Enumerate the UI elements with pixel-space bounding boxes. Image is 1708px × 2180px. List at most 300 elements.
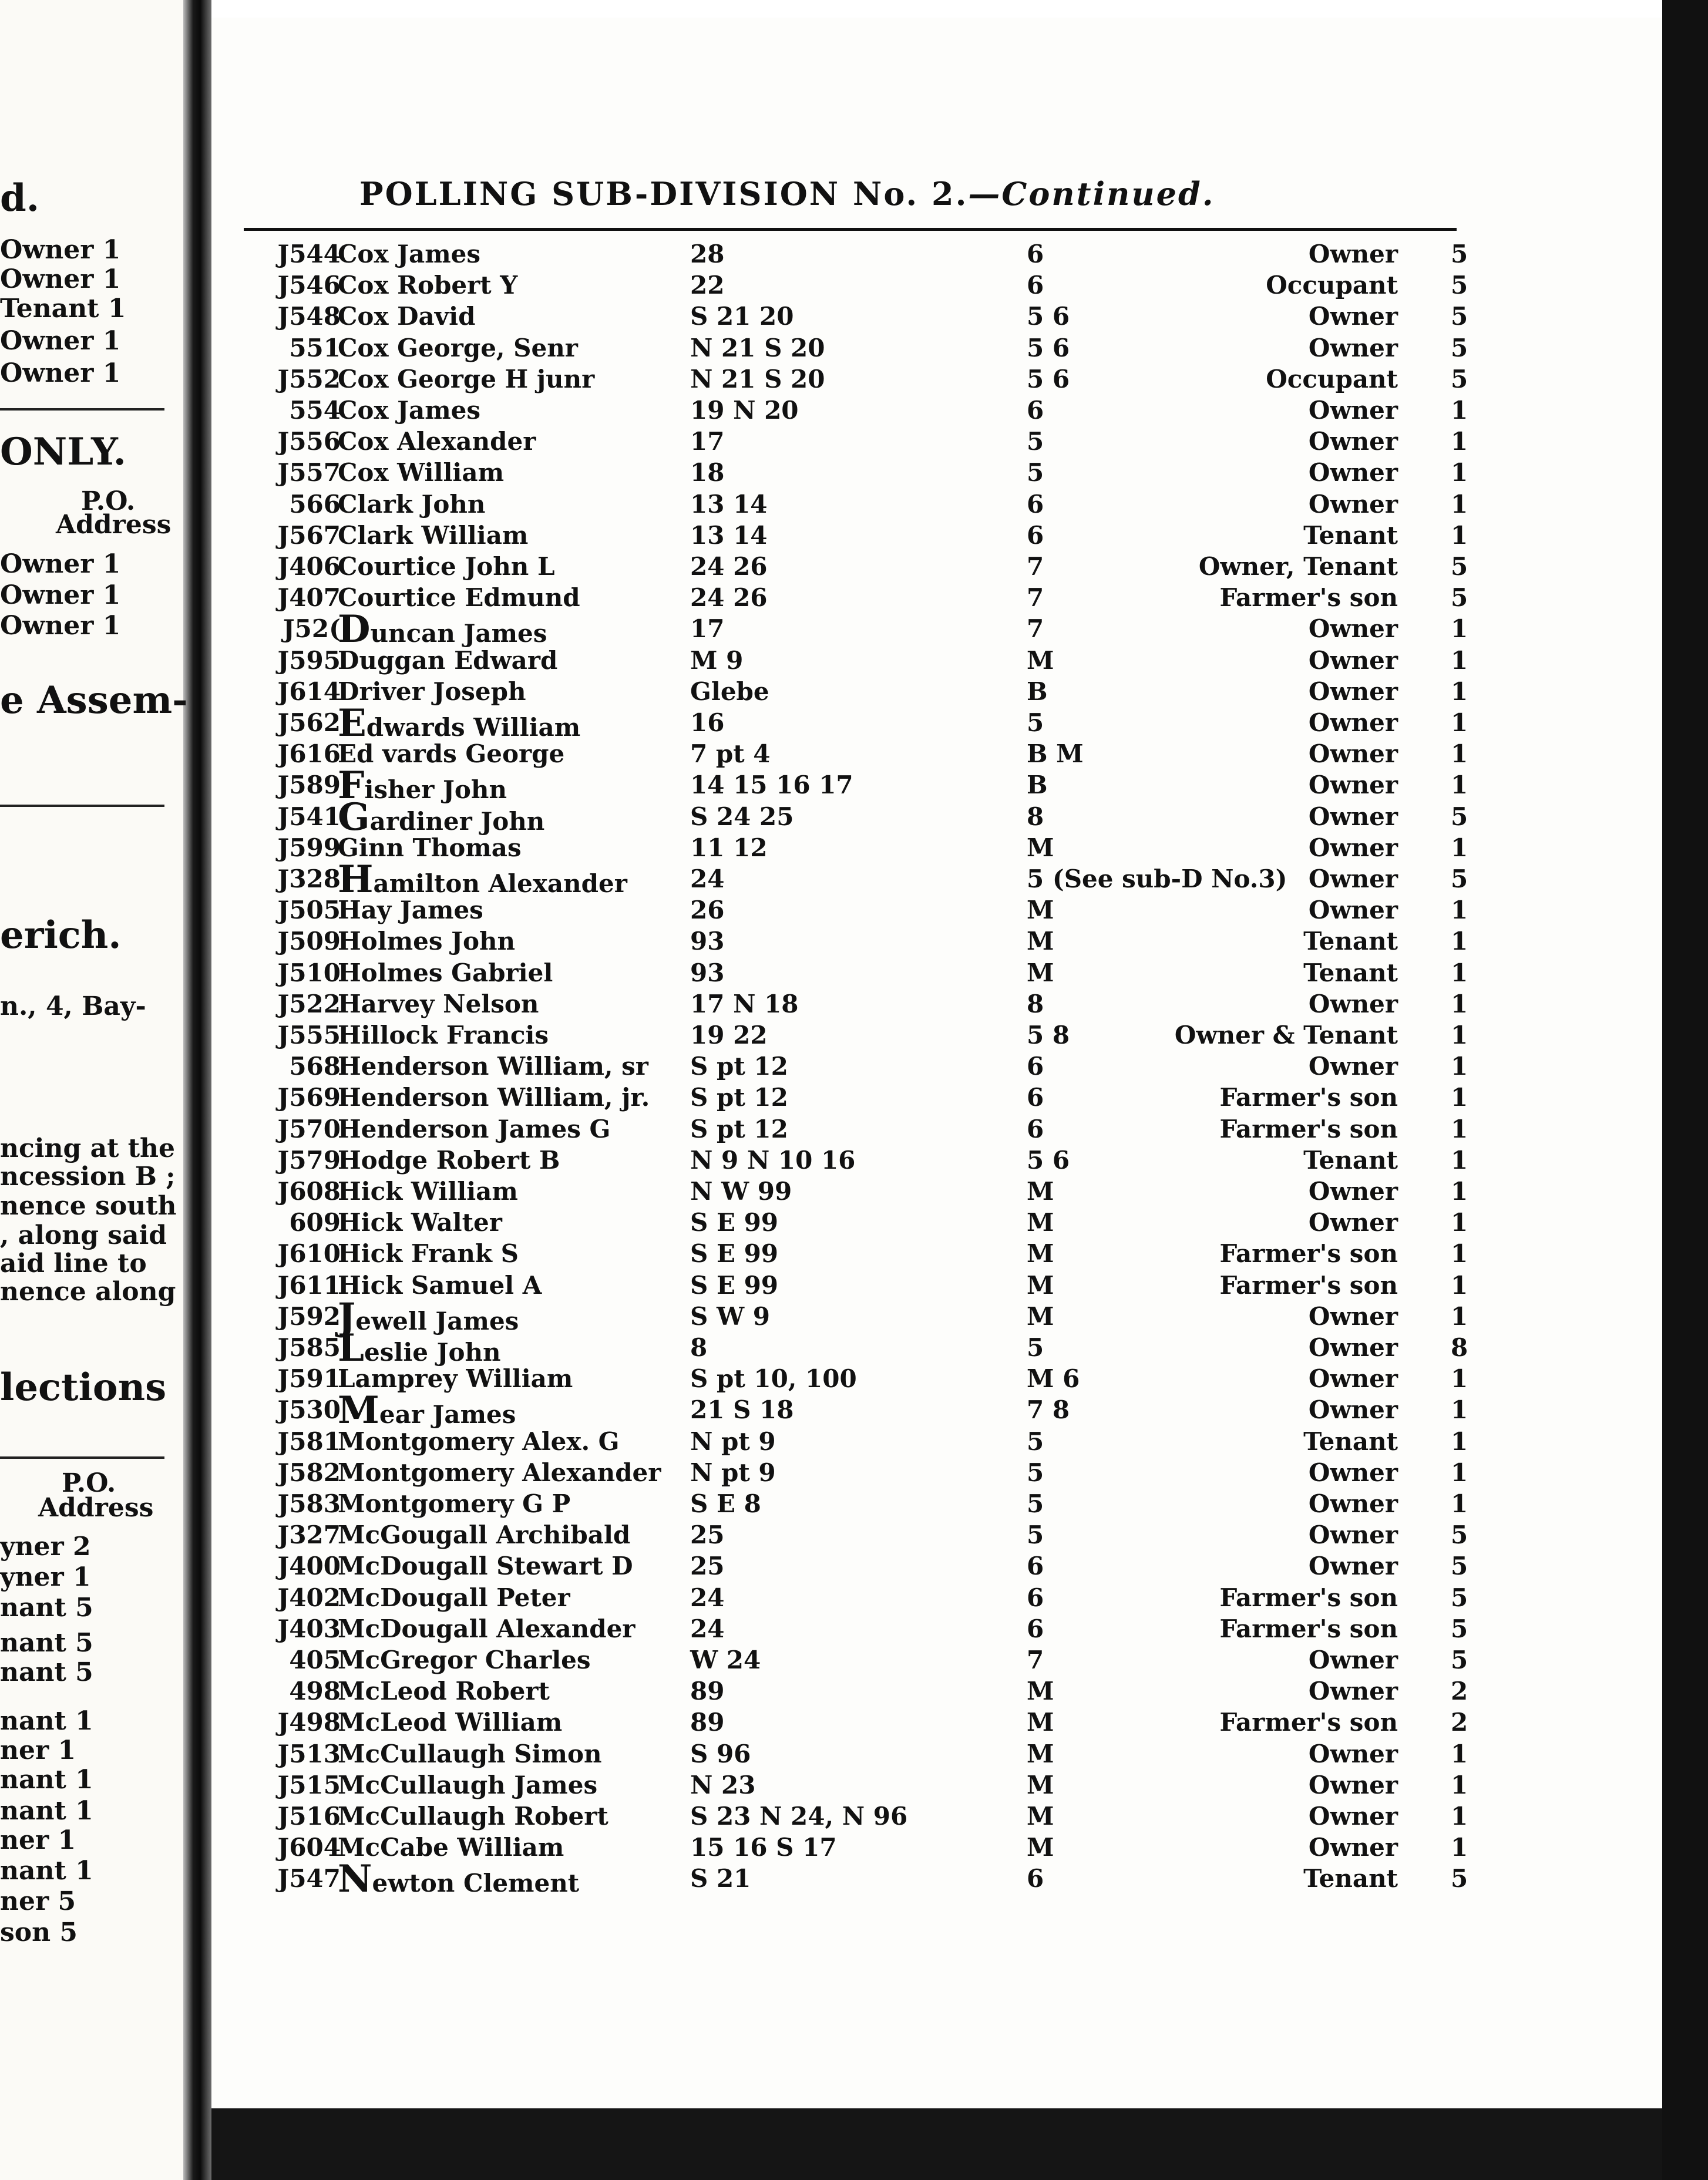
voter-name-text: ardiner John	[369, 807, 545, 836]
qualification: Farmer's son	[1219, 1239, 1398, 1268]
voter-number: J608	[277, 1177, 341, 1206]
fragment-text: e Assem-	[0, 678, 188, 722]
heading-continued: —Continued.	[968, 175, 1215, 213]
voter-name: McLeod William	[338, 1708, 563, 1737]
voter-name: McDougall Alexander	[338, 1614, 636, 1643]
voter-name: Ginn Thomas	[338, 833, 522, 862]
fragment-text: P.O.	[81, 486, 136, 516]
lot-number: 22	[690, 271, 725, 300]
concession: 7	[1027, 1646, 1044, 1674]
po-address: 1	[1451, 927, 1468, 956]
fragment-text: Tenant 1	[0, 294, 126, 324]
lot-number: 93	[690, 927, 725, 956]
qualification: Occupant	[1266, 365, 1398, 393]
lot-number: 16	[690, 708, 725, 737]
fragment-text: P.O.	[62, 1468, 116, 1498]
voter-number: J569	[277, 1083, 341, 1112]
voter-number: J403	[277, 1614, 341, 1643]
scan-border-right	[1662, 0, 1708, 2180]
voter-name: Cox James	[338, 396, 480, 425]
concession: 6	[1027, 1614, 1044, 1643]
voter-number: J583	[277, 1489, 341, 1518]
lot-number: 24	[690, 864, 725, 893]
voter-number: 551	[289, 334, 341, 362]
voter-name: Hodge Robert B	[338, 1146, 560, 1175]
fragment-text: Owner 1	[0, 264, 121, 294]
voter-name	[338, 701, 580, 745]
voter-number: J328	[277, 864, 341, 893]
fragment-text: nant 1	[0, 1796, 93, 1826]
concession: 6	[1027, 521, 1044, 550]
concession: 5 6	[1027, 365, 1070, 393]
lot-number: S E 99	[690, 1208, 779, 1237]
voter-name: McDougall Peter	[338, 1583, 570, 1612]
lot-number: 13 14	[690, 490, 768, 519]
lot-number: N 21 S 20	[690, 365, 825, 393]
fragment-text: ncing at the	[0, 1133, 176, 1163]
scan-border-bottom	[211, 2108, 1662, 2180]
concession: 7 8	[1027, 1395, 1070, 1424]
voter-number: J544	[277, 240, 341, 268]
fragment-rule	[0, 805, 164, 807]
qualification: Owner	[1308, 864, 1398, 893]
po-address: 5	[1451, 334, 1468, 362]
fragment-text: nence along	[0, 1277, 176, 1307]
lot-number: 13 14	[690, 521, 768, 550]
po-address: 1	[1451, 427, 1468, 456]
section-initial: J	[338, 1295, 356, 1339]
concession: 5	[1027, 427, 1044, 456]
lot-number: 24	[690, 1614, 725, 1643]
voter-number: 566	[289, 490, 341, 519]
voter-name: McGregor Charles	[338, 1646, 591, 1674]
voter-name: Montgomery G P	[338, 1489, 571, 1518]
concession: 8	[1027, 990, 1044, 1018]
voter-number: J567	[277, 521, 341, 550]
voter-name: McDougall Stewart D	[338, 1552, 633, 1580]
concession: 6	[1027, 490, 1044, 519]
voter-number: J510	[277, 958, 341, 987]
voter-number: J599	[277, 833, 341, 862]
po-address: 5	[1451, 365, 1468, 393]
voter-number: J604	[277, 1833, 341, 1862]
lot-number: 8	[690, 1333, 708, 1362]
voter-number: 498	[289, 1677, 341, 1705]
concession: M	[1027, 1208, 1054, 1237]
concession: 6	[1027, 1583, 1044, 1612]
voter-number: J579	[277, 1146, 341, 1175]
concession: 5	[1027, 1458, 1044, 1487]
section-initial: G	[338, 795, 370, 839]
voter-name: Clark John	[338, 490, 486, 519]
qualification: Owner	[1308, 1520, 1398, 1549]
po-address: 1	[1451, 1239, 1468, 1268]
qualification: Owner	[1308, 1833, 1398, 1862]
po-address: 1	[1451, 1052, 1468, 1081]
voter-number: J400	[277, 1552, 341, 1580]
concession: 5	[1027, 1333, 1044, 1362]
po-address: 1	[1451, 990, 1468, 1018]
qualification: Owner	[1308, 1802, 1398, 1831]
concession: M	[1027, 646, 1054, 675]
fragment-text: Owner 1	[0, 235, 121, 265]
lot-number: 17	[690, 614, 725, 643]
lot-number: S E 99	[690, 1239, 779, 1268]
concession: 6	[1027, 1083, 1044, 1112]
concession: M	[1027, 896, 1054, 924]
concession: 5 6	[1027, 1146, 1070, 1175]
po-address: 1	[1451, 1271, 1468, 1300]
voter-number: J515	[277, 1771, 341, 1799]
lot-number: S 21 20	[690, 302, 794, 331]
voter-name: Hick Walter	[338, 1208, 502, 1237]
qualification: Owner	[1308, 896, 1398, 924]
concession: 6	[1027, 240, 1044, 268]
po-address: 5	[1451, 552, 1468, 581]
fragment-text: ner 5	[0, 1886, 76, 1916]
po-address: 1	[1451, 1489, 1468, 1518]
voter-name: Cox William	[338, 458, 505, 487]
po-address: 5	[1451, 1864, 1468, 1893]
voter-name: McGougall Archibald	[338, 1520, 631, 1549]
voter-name: Duggan Edward	[338, 646, 558, 675]
lot-number: S 24 25	[690, 802, 794, 831]
voter-number: J327	[277, 1520, 341, 1549]
voter-name: Courtice John L	[338, 552, 555, 581]
voter-name: Lamprey William	[338, 1364, 573, 1393]
fragment-text: son 5	[0, 1917, 78, 1947]
concession: 5 (See sub-D No.3)	[1027, 864, 1287, 893]
fragment-text: Owner 1	[0, 580, 121, 610]
voter-name-text: amilton Alexander	[373, 869, 627, 898]
voter-name: McCabe William	[338, 1833, 564, 1862]
page-heading	[359, 175, 1215, 213]
voter-number: J555	[277, 1021, 341, 1049]
voter-number: J530	[277, 1395, 341, 1424]
qualification: Owner	[1308, 1364, 1398, 1393]
voter-name-text: ewton Clement	[372, 1869, 580, 1898]
voter-name: Hick Frank S	[338, 1239, 519, 1268]
lot-number: 93	[690, 958, 725, 987]
voter-number: J505	[277, 896, 341, 924]
po-address: 1	[1451, 1395, 1468, 1424]
fragment-text: Owner 1	[0, 326, 121, 356]
section-initial: H	[338, 857, 374, 901]
voter-name-text: uncan James	[370, 619, 547, 648]
lot-number: N pt 9	[690, 1458, 776, 1487]
lot-number: S 23 N 24, N 96	[690, 1802, 908, 1831]
voter-name-text: ear James	[379, 1400, 516, 1429]
qualification: Owner	[1308, 490, 1398, 519]
qualification: Owner	[1308, 802, 1398, 831]
voter-number: J548	[277, 302, 341, 331]
lot-number: 19 22	[690, 1021, 768, 1049]
voter-number: 568	[289, 1052, 341, 1081]
voter-name-text: isher John	[364, 775, 507, 804]
concession: M	[1027, 1677, 1054, 1705]
fragment-text: d.	[0, 176, 40, 220]
qualification: Owner	[1308, 1333, 1398, 1362]
concession: 5	[1027, 1520, 1044, 1549]
concession: B	[1027, 677, 1048, 706]
lot-number: 21 S 18	[690, 1395, 794, 1424]
concession: M 6	[1027, 1364, 1080, 1393]
fragment-rule	[0, 408, 164, 411]
section-initial: D	[338, 607, 371, 651]
fragment-text: Address	[56, 510, 172, 540]
po-address: 1	[1451, 833, 1468, 862]
voter-name: McCullaugh Robert	[338, 1802, 608, 1831]
voter-number: J407	[277, 583, 341, 612]
voter-number: J610	[277, 1239, 341, 1268]
voter-name	[338, 795, 544, 839]
concession: 7	[1027, 583, 1044, 612]
concession: 6	[1027, 271, 1044, 300]
concession: M	[1027, 1771, 1054, 1799]
fragment-text: Owner 1	[0, 611, 121, 641]
po-address: 1	[1451, 1458, 1468, 1487]
lot-number: 15 16 S 17	[690, 1833, 837, 1862]
lot-number: S pt 12	[690, 1115, 788, 1143]
qualification: Owner	[1308, 1489, 1398, 1518]
voter-number: J611	[277, 1271, 341, 1300]
po-address: 5	[1451, 240, 1468, 268]
qualification: Owner	[1308, 1458, 1398, 1487]
voter-name: McCullaugh Simon	[338, 1740, 602, 1768]
heading-title: POLLING SUB-DIVISION No. 2.	[359, 175, 969, 213]
voter-number: J516	[277, 1802, 341, 1831]
section-initial: F	[338, 763, 365, 808]
qualification: Owner	[1308, 1395, 1398, 1424]
concession: 6	[1027, 1115, 1044, 1143]
lot-number: N 9 N 10 16	[690, 1146, 856, 1175]
lot-number: S 96	[690, 1740, 751, 1768]
qualification: Farmer's son	[1219, 1583, 1398, 1612]
lot-number: N 21 S 20	[690, 334, 825, 362]
voter-name: Hick Samuel A	[338, 1271, 542, 1300]
lot-number: M 9	[690, 646, 744, 675]
voter-number: 609	[289, 1208, 341, 1237]
concession: M	[1027, 1740, 1054, 1768]
voter-name: Ed vards George	[338, 739, 565, 768]
po-address: 1	[1451, 739, 1468, 768]
po-address: 1	[1451, 708, 1468, 737]
concession: 5 8	[1027, 1021, 1070, 1049]
lot-number: 25	[690, 1552, 725, 1580]
po-address: 1	[1451, 1302, 1468, 1331]
fragment-text: nant 5	[0, 1657, 93, 1687]
lot-number: S 21	[690, 1864, 751, 1893]
voter-name: Holmes Gabriel	[338, 958, 553, 987]
voter-name: Montgomery Alexander	[338, 1458, 661, 1487]
qualification: Tenant	[1303, 958, 1398, 987]
qualification: Owner	[1308, 771, 1398, 799]
qualification: Occupant	[1266, 271, 1398, 300]
voter-name: Hillock Francis	[338, 1021, 549, 1049]
voter-name: Henderson William, jr.	[338, 1083, 650, 1112]
voter-name: Henderson James G	[338, 1115, 611, 1143]
qualification: Owner	[1308, 1677, 1398, 1705]
lot-number: N W 99	[690, 1177, 792, 1206]
fragment-text: nence south	[0, 1191, 177, 1221]
po-address: 1	[1451, 1364, 1468, 1393]
voter-number: J592	[277, 1302, 341, 1331]
qualification: Owner	[1308, 302, 1398, 331]
voter-name	[338, 1388, 516, 1432]
po-address: 1	[1451, 458, 1468, 487]
concession: M	[1027, 1177, 1054, 1206]
fragment-text: yner 1	[0, 1562, 91, 1592]
po-address: 5	[1451, 864, 1468, 893]
lot-number: S pt 10, 100	[690, 1364, 857, 1393]
concession: M	[1027, 958, 1054, 987]
fragment-text: nant 5	[0, 1593, 93, 1623]
po-address: 1	[1451, 490, 1468, 519]
po-address: 2	[1451, 1677, 1468, 1705]
lot-number: 26	[690, 896, 725, 924]
concession: M	[1027, 1833, 1054, 1862]
po-address: 5	[1451, 1646, 1468, 1674]
po-address: 1	[1451, 521, 1468, 550]
qualification: Tenant	[1303, 1864, 1398, 1893]
fragment-text: Owner 1	[0, 358, 121, 388]
fragment-text: ner 1	[0, 1825, 76, 1855]
lot-number: 24 26	[690, 552, 768, 581]
fragment-text: Address	[38, 1493, 154, 1523]
po-address: 1	[1451, 1427, 1468, 1456]
voter-name: Driver Joseph	[338, 677, 526, 706]
section-initial: N	[338, 1857, 372, 1901]
fragment-text: nant 1	[0, 1856, 93, 1886]
po-address: 5	[1451, 802, 1468, 831]
lot-number: S W 9	[690, 1302, 770, 1331]
po-address: 5	[1451, 271, 1468, 300]
qualification: Owner	[1308, 614, 1398, 643]
po-address: 5	[1451, 1583, 1468, 1612]
book-gutter	[183, 0, 211, 2180]
qualification: Owner	[1308, 1552, 1398, 1580]
po-address: 5	[1451, 1614, 1468, 1643]
qualification: Farmer's son	[1219, 1115, 1398, 1143]
po-address: 1	[1451, 958, 1468, 987]
qualification: Owner	[1308, 1740, 1398, 1768]
voter-number: J52(	[283, 614, 341, 643]
qualification: Owner	[1308, 646, 1398, 675]
po-address: 1	[1451, 1177, 1468, 1206]
po-address: 1	[1451, 1740, 1468, 1768]
qualification: Farmer's son	[1219, 1271, 1398, 1300]
fragment-text: nant 1	[0, 1706, 93, 1736]
concession: M	[1027, 1302, 1054, 1331]
qualification: Farmer's son	[1219, 1708, 1398, 1737]
voter-number: J552	[277, 365, 341, 393]
fragment-text: ner 1	[0, 1735, 76, 1765]
section-initial: L	[338, 1326, 364, 1370]
voter-number: J402	[277, 1583, 341, 1612]
voter-number: 405	[289, 1646, 341, 1674]
fragment-text: nant 5	[0, 1628, 93, 1658]
po-address: 1	[1451, 1208, 1468, 1237]
po-address: 5	[1451, 302, 1468, 331]
voter-name: Cox George, Senr	[338, 334, 578, 362]
concession: M	[1027, 1802, 1054, 1831]
po-address: 1	[1451, 1021, 1468, 1049]
qualification: Owner	[1308, 1052, 1398, 1081]
concession: 5	[1027, 458, 1044, 487]
po-address: 1	[1451, 646, 1468, 675]
voter-number: J513	[277, 1740, 341, 1768]
voter-name: McLeod Robert	[338, 1677, 550, 1705]
lot-number: S pt 12	[690, 1083, 788, 1112]
voter-name: Cox Alexander	[338, 427, 536, 456]
voter-number: J614	[277, 677, 341, 706]
concession: 6	[1027, 396, 1044, 425]
voter-number: J557	[277, 458, 341, 487]
qualification: Owner	[1308, 240, 1398, 268]
lot-number: 89	[690, 1708, 725, 1737]
voter-number: J556	[277, 427, 341, 456]
voter-number: J616	[277, 739, 341, 768]
section-initial: M	[338, 1388, 379, 1432]
po-address: 1	[1451, 396, 1468, 425]
fragment-rule	[0, 1456, 164, 1459]
lot-number: 17	[690, 427, 725, 456]
concession: 8	[1027, 802, 1044, 831]
lot-number: S E 8	[690, 1489, 761, 1518]
lot-number: N pt 9	[690, 1427, 776, 1456]
voter-name: Cox Robert Y	[338, 271, 518, 300]
concession: 5 6	[1027, 334, 1070, 362]
po-address: 1	[1451, 614, 1468, 643]
qualification: Owner	[1308, 1302, 1398, 1331]
lot-number: N 23	[690, 1771, 756, 1799]
po-address: 1	[1451, 1833, 1468, 1862]
voter-name	[338, 1857, 579, 1901]
voter-number: J591	[277, 1364, 341, 1393]
fragment-text: lections	[0, 1365, 167, 1409]
concession: 5	[1027, 1427, 1044, 1456]
qualification: Owner	[1308, 1771, 1398, 1799]
fragment-text: erich.	[0, 913, 122, 957]
voter-name: Montgomery Alex. G	[338, 1427, 620, 1456]
fragment-text: n., 4, Bay-	[0, 991, 146, 1021]
concession: M	[1027, 1271, 1054, 1300]
concession: 5	[1027, 708, 1044, 737]
voter-name: Courtice Edmund	[338, 583, 580, 612]
qualification: Owner	[1308, 334, 1398, 362]
concession: B M	[1027, 739, 1084, 768]
po-address: 1	[1451, 1083, 1468, 1112]
lot-number: 17 N 18	[690, 990, 799, 1018]
concession: 7	[1027, 614, 1044, 643]
voter-name-text: eslie John	[364, 1338, 501, 1367]
voter-number: J562	[277, 708, 341, 737]
qualification: Owner	[1308, 1177, 1398, 1206]
fragment-text: , along said	[0, 1220, 167, 1250]
lot-number: 11 12	[690, 833, 768, 862]
po-address: 1	[1451, 1146, 1468, 1175]
lot-number: 18	[690, 458, 725, 487]
voter-name: Clark William	[338, 521, 529, 550]
voter-name: Hick William	[338, 1177, 518, 1206]
lot-number: S pt 12	[690, 1052, 788, 1081]
qualification: Tenant	[1303, 927, 1398, 956]
heading-rule	[244, 228, 1457, 231]
qualification: Owner & Tenant	[1174, 1021, 1398, 1049]
po-address: 1	[1451, 677, 1468, 706]
po-address: 1	[1451, 1771, 1468, 1799]
qualification: Owner	[1308, 708, 1398, 737]
